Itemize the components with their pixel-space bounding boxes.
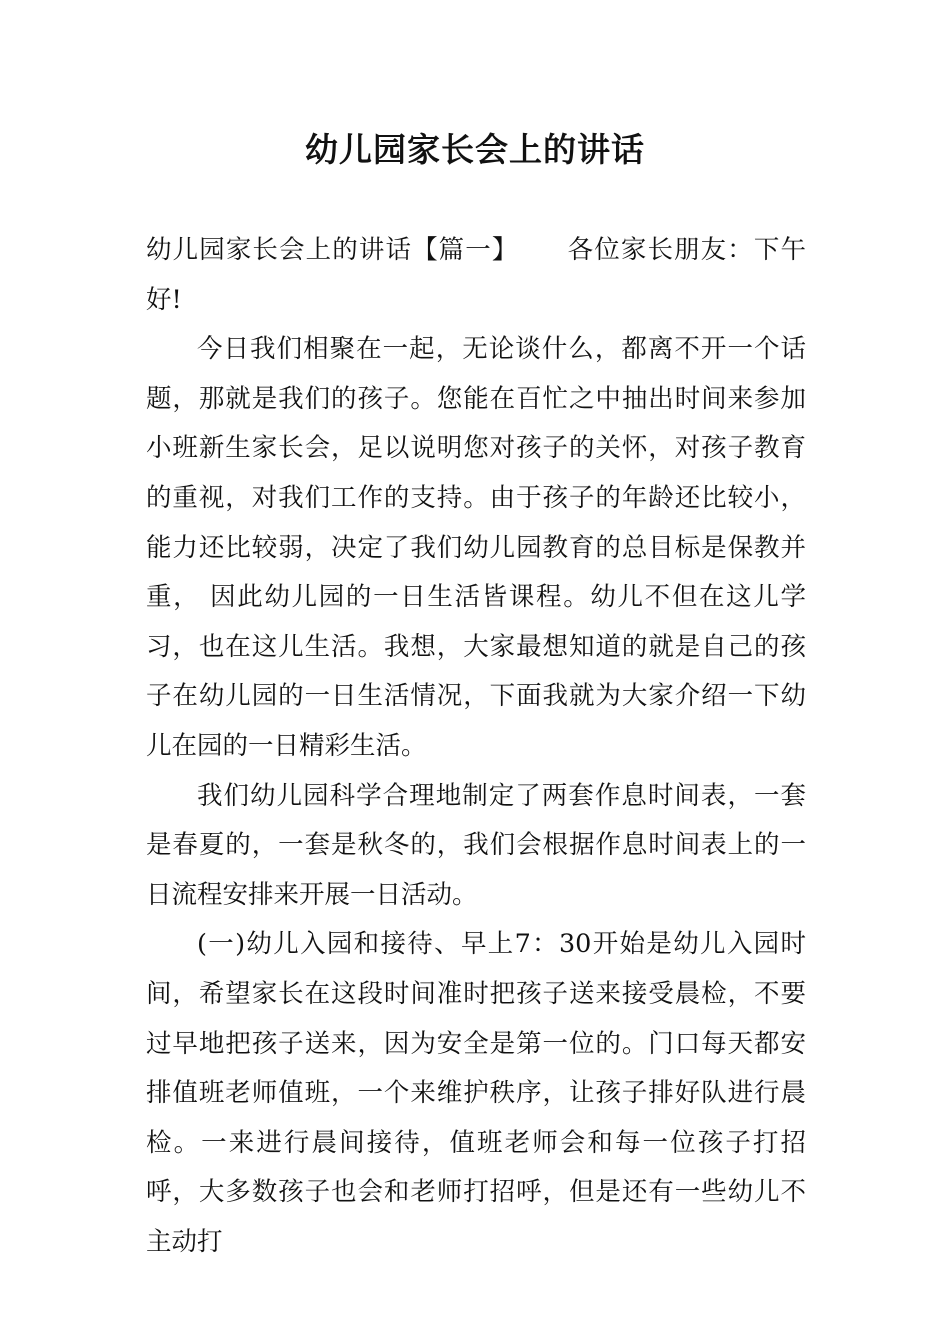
body-paragraph-2: 我们幼儿园科学合理地制定了两套作息时间表，一套是春夏的，一套是秋冬的，我们会根据作息时间表上的一日流程安排来开展一日活动。	[146, 780, 806, 910]
greeting-text: 各位家长朋友：下午好!	[146, 235, 806, 315]
section-heading: 幼儿园家长会上的讲话【篇一】	[146, 235, 519, 265]
document-title: 幼儿园家长会上的讲话	[305, 130, 645, 169]
body-paragraph-3: (一)幼儿入园和接待、早上7：30开始是幼儿入园时间，希望家长在这段时间准时把孩子送来接受晨检，不要过早地把孩子送来，因为安全是第一位的。门口每天都安排值班老师值班，一个来维护秩序，让孩子排好队进行晨检。一来进行晨间接待，值班老师会和每一位孩子打招呼，大多数孩子也会和老师打招呼，但是还有一些幼儿不主动打	[146, 929, 806, 1257]
document-body	[146, 226, 806, 1267]
body-paragraph-1: 今日我们相聚在一起，无论谈什么，都离不开一个话题，那就是我们的孩子。您能在百忙之中抽出时间来参加小班新生家长会，足以说明您对孩子的关怀，对孩子教育的重视，对我们工作的支持。由于孩子的年龄还比较小，能力还比较弱，决定了我们幼儿园教育的总目标是保教并重， 因此幼儿园的一日生活皆课程。幼儿不但在这儿学习，也在这儿生活。我想，大家最想知道的就是自己的孩子在幼儿园的一日生活情况，下面我就为大家介绍一下幼儿在园的一日精彩生活。	[146, 334, 806, 761]
intro-paragraph	[146, 226, 806, 325]
